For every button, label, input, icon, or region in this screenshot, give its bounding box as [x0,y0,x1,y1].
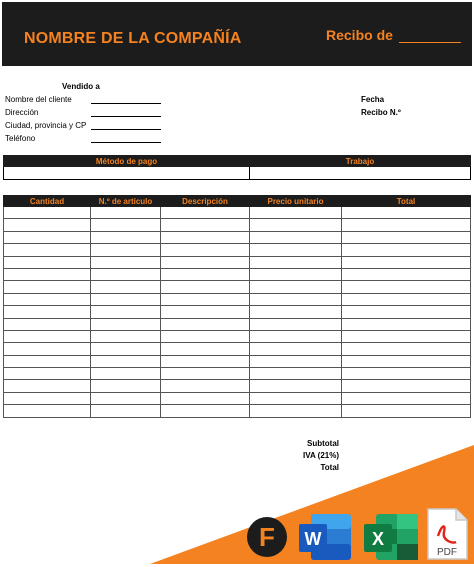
brand-logo-letter: F [259,522,275,552]
total-cell[interactable] [342,281,471,293]
quantity-cell[interactable] [4,392,91,404]
quantity-cell[interactable] [4,207,91,219]
total-cell[interactable] [342,219,471,231]
description-cell[interactable] [161,231,250,243]
item-number-cell[interactable] [91,207,161,219]
unit-price-cell[interactable] [250,368,342,380]
description-cell[interactable] [161,368,250,380]
receipt-number-line[interactable] [399,42,461,43]
column-header-description: Descripción [161,196,250,207]
unit-price-cell[interactable] [250,380,342,392]
description-cell[interactable] [161,355,250,367]
table-row [4,281,471,293]
unit-price-cell[interactable] [250,244,342,256]
table-row [4,343,471,355]
pdf-icon[interactable] [424,506,470,567]
description-cell[interactable] [161,268,250,280]
quantity-cell[interactable] [4,256,91,268]
table-row [4,207,471,219]
total-cell[interactable] [342,392,471,404]
item-number-cell[interactable] [91,330,161,342]
word-icon[interactable] [297,512,353,567]
unit-price-cell[interactable] [250,405,342,417]
item-number-cell[interactable] [91,343,161,355]
item-number-cell[interactable] [91,268,161,280]
description-cell[interactable] [161,256,250,268]
item-number-cell[interactable] [91,293,161,305]
description-cell[interactable] [161,244,250,256]
table-row [4,392,471,404]
column-header-total: Total [342,196,471,207]
quantity-cell[interactable] [4,368,91,380]
excel-icon-letter: X [371,529,385,549]
column-header-item-number: N.º de artículo [91,196,161,207]
column-header-quantity: Cantidad [4,196,91,207]
total-cell[interactable] [342,256,471,268]
description-cell[interactable] [161,405,250,417]
job-cell[interactable] [250,167,471,180]
item-number-cell[interactable] [91,405,161,417]
payment-method-cell[interactable] [4,167,250,180]
description-cell[interactable] [161,330,250,342]
sold-to-heading: Vendido a [62,82,100,91]
excel-icon[interactable] [362,512,420,567]
total-cell[interactable] [342,355,471,367]
total-cell[interactable] [342,318,471,330]
description-cell[interactable] [161,293,250,305]
total-cell[interactable] [342,293,471,305]
item-number-cell[interactable] [91,256,161,268]
table-row [4,318,471,330]
unit-price-cell[interactable] [250,256,342,268]
table-row [4,380,471,392]
item-number-cell[interactable] [91,231,161,243]
quantity-cell[interactable] [4,293,91,305]
total-cell[interactable] [342,231,471,243]
city-label: Ciudad, provincia y CP [5,121,87,130]
table-row [4,219,471,231]
address-label: Dirección [5,108,39,117]
word-icon-letter: W [304,529,322,549]
quantity-cell[interactable] [4,355,91,367]
unit-price-cell[interactable] [250,268,342,280]
unit-price-cell[interactable] [250,293,342,305]
unit-price-cell[interactable] [250,231,342,243]
table-row [4,306,471,318]
items-table [3,195,471,418]
total-cell[interactable] [342,268,471,280]
payment-method-header: Método de pago [4,156,250,167]
pdf-icon-label: PDF [437,547,457,558]
total-cell[interactable] [342,330,471,342]
description-cell[interactable] [161,392,250,404]
total-label: Total [320,463,339,472]
unit-price-cell[interactable] [250,281,342,293]
receipt-title: Recibo de [326,27,393,43]
item-number-cell[interactable] [91,306,161,318]
unit-price-cell[interactable] [250,207,342,219]
unit-price-cell[interactable] [250,355,342,367]
table-row [4,268,471,280]
item-number-cell[interactable] [91,318,161,330]
receipt-number-label: Recibo N.º [361,108,401,117]
total-cell[interactable] [342,380,471,392]
total-cell[interactable] [342,244,471,256]
phone-label: Teléfono [5,134,36,143]
item-number-cell[interactable] [91,281,161,293]
description-cell[interactable] [161,306,250,318]
quantity-cell[interactable] [4,281,91,293]
quantity-cell[interactable] [4,306,91,318]
total-cell[interactable] [342,306,471,318]
description-cell[interactable] [161,380,250,392]
quantity-cell[interactable] [4,219,91,231]
table-row [4,330,471,342]
table-row [4,293,471,305]
unit-price-cell[interactable] [250,330,342,342]
quantity-cell[interactable] [4,244,91,256]
customer-name-label: Nombre del cliente [5,95,72,104]
quantity-cell[interactable] [4,405,91,417]
unit-price-cell[interactable] [250,392,342,404]
job-header: Trabajo [250,156,471,167]
item-number-cell[interactable] [91,355,161,367]
total-cell[interactable] [342,207,471,219]
city-field[interactable] [91,129,161,130]
table-row [4,231,471,243]
description-cell[interactable] [161,318,250,330]
table-row [4,405,471,417]
column-header-unit-price: Precio unitario [250,196,342,207]
total-cell[interactable] [342,368,471,380]
unit-price-cell[interactable] [250,343,342,355]
table-row [4,256,471,268]
description-cell[interactable] [161,207,250,219]
description-cell[interactable] [161,219,250,231]
date-label: Fecha [361,95,385,104]
table-row [4,244,471,256]
customer-name-field[interactable] [91,103,161,104]
unit-price-cell[interactable] [250,306,342,318]
company-name: NOMBRE DE LA COMPAÑÍA [24,30,242,47]
quantity-cell[interactable] [4,380,91,392]
unit-price-cell[interactable] [250,318,342,330]
phone-field[interactable] [91,142,161,143]
total-cell[interactable] [342,405,471,417]
payment-table [3,155,471,180]
item-number-cell[interactable] [91,244,161,256]
subtotal-label: Subtotal [307,439,339,448]
brand-logo-icon[interactable] [246,516,288,563]
quantity-cell[interactable] [4,231,91,243]
item-number-cell[interactable] [91,219,161,231]
unit-price-cell[interactable] [250,219,342,231]
tax-label: IVA (21%) [302,451,339,460]
total-cell[interactable] [342,343,471,355]
description-cell[interactable] [161,281,250,293]
quantity-cell[interactable] [4,343,91,355]
table-row [4,368,471,380]
quantity-cell[interactable] [4,268,91,280]
quantity-cell[interactable] [4,330,91,342]
item-number-cell[interactable] [91,380,161,392]
description-cell[interactable] [161,343,250,355]
header-band [2,2,472,66]
table-row [4,355,471,367]
address-field[interactable] [91,116,161,117]
item-number-cell[interactable] [91,392,161,404]
quantity-cell[interactable] [4,318,91,330]
item-number-cell[interactable] [91,368,161,380]
